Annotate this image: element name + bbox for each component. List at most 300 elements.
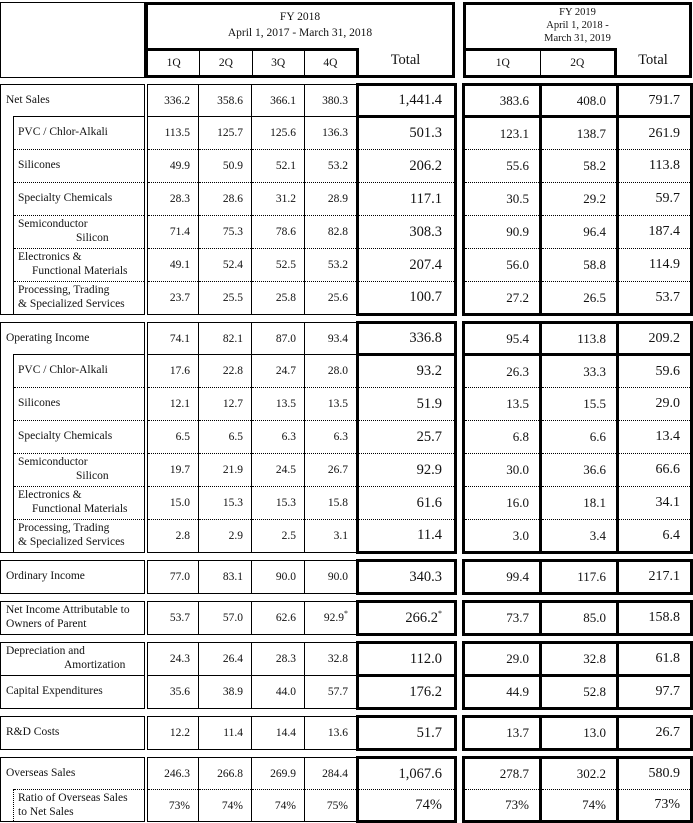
cell-value: 93.2 — [358, 355, 456, 388]
cell-value: 217.1 — [618, 561, 692, 594]
cell-value: 38.9 — [199, 676, 252, 709]
column-gap — [456, 717, 464, 750]
row-label-text: Specialty Chemicals — [18, 430, 113, 443]
table-header — [0, 2, 692, 78]
table-row — [1, 355, 692, 388]
fy2019-subheader — [466, 48, 689, 75]
column-gap — [456, 355, 464, 388]
cell-value: 96.4 — [541, 216, 618, 249]
cell-value: 73% — [146, 790, 199, 822]
cell-value: 113.8 — [618, 150, 692, 183]
row-label — [14, 487, 146, 520]
row-label-text-line2: Amortization — [64, 659, 126, 671]
cell-value: 278.7 — [464, 758, 541, 790]
row-label — [14, 117, 146, 150]
row-label-text: Electronics & — [18, 251, 82, 264]
column-gap — [456, 643, 464, 676]
cell-value: 207.4 — [358, 249, 456, 282]
cell-value: 2.5 — [252, 520, 305, 553]
column-gap — [456, 454, 464, 487]
cell-value: 12.7 — [199, 388, 252, 421]
cell-value: 33.3 — [541, 355, 618, 388]
row-label-text: R&D Costs — [6, 726, 60, 739]
table-row — [1, 249, 692, 282]
cell-value: 791.7 — [618, 85, 692, 117]
cell-value: 90.9 — [464, 216, 541, 249]
cell-value: 74% — [358, 790, 456, 822]
cell-value: 266.8 — [199, 758, 252, 790]
fy2019-header-group — [463, 2, 692, 78]
table-row — [1, 388, 692, 421]
section-table — [0, 559, 693, 595]
cell-value: 26.5 — [541, 282, 618, 315]
cell-value: 74.1 — [146, 323, 199, 355]
cell-value: 269.9 — [252, 758, 305, 790]
table-row — [1, 643, 692, 676]
cell-value: 15.3 — [199, 487, 252, 520]
cell-value: 62.6 — [252, 602, 305, 635]
cell-value: 28.3 — [146, 183, 199, 216]
cell-value: 15.3 — [252, 487, 305, 520]
cell-value: 383.6 — [464, 85, 541, 117]
cell-value: 336.8 — [358, 323, 456, 355]
cell-value: 30.0 — [464, 454, 541, 487]
cell-value: 87.0 — [252, 323, 305, 355]
column-header-2q: 2Q — [199, 51, 251, 75]
cell-value: 44.9 — [464, 676, 541, 709]
cell-value: 302.2 — [541, 758, 618, 790]
table-row — [1, 117, 692, 150]
cell-value: 13.0 — [541, 717, 618, 750]
cell-value: 187.4 — [618, 216, 692, 249]
table-row — [1, 602, 692, 635]
cell-value: 29.0 — [464, 643, 541, 676]
fy2018-title — [148, 5, 452, 48]
cell-value: 13.5 — [464, 388, 541, 421]
row-label — [14, 216, 146, 249]
financial-table-body — [0, 83, 692, 823]
row-label-text: Semiconductor — [18, 218, 88, 231]
cell-value: 340.3 — [358, 561, 456, 594]
fy2018-header-group — [145, 2, 455, 78]
cell-value: 6.4 — [618, 520, 692, 553]
cell-value: 31.2 — [252, 183, 305, 216]
row-label — [1, 602, 146, 635]
cell-value: 12.1 — [146, 388, 199, 421]
cell-value: 34.1 — [618, 487, 692, 520]
column-gap — [456, 487, 464, 520]
cell-value: 28.0 — [305, 355, 358, 388]
cell-value: 61.6 — [358, 487, 456, 520]
cell-value: 93.4 — [305, 323, 358, 355]
cell-value: 29.0 — [618, 388, 692, 421]
column-gap — [456, 388, 464, 421]
cell-value: 14.4 — [252, 717, 305, 750]
row-label-text-line2: & Specialized Services — [18, 298, 125, 310]
cell-value: 24.3 — [146, 643, 199, 676]
cell-value: 35.6 — [146, 676, 199, 709]
table-row — [1, 150, 692, 183]
cell-value: 57.7 — [305, 676, 358, 709]
cell-value: 125.6 — [252, 117, 305, 150]
header-gap — [455, 2, 463, 78]
cell-value: 61.8 — [618, 643, 692, 676]
cell-value: 13.6 — [305, 717, 358, 750]
row-label-text-line2: & Specialized Services — [18, 536, 125, 548]
column-gap — [456, 676, 464, 709]
cell-value: 53.2 — [305, 150, 358, 183]
cell-value: 36.6 — [541, 454, 618, 487]
footnote-star: * — [438, 608, 442, 618]
footnote-star: * — [344, 609, 348, 619]
cell-value: 73% — [618, 790, 692, 822]
cell-value: 15.8 — [305, 487, 358, 520]
column-gap — [456, 323, 464, 355]
cell-value: 53.2 — [305, 249, 358, 282]
fy2019-subtitle-line1: April 1, 2018 - — [546, 19, 609, 31]
cell-value: 59.7 — [618, 183, 692, 216]
table-row — [1, 520, 692, 553]
fy2018-subheader — [148, 48, 452, 75]
cell-value: 32.8 — [305, 643, 358, 676]
fy2019-title — [466, 5, 689, 48]
cell-value: 83.1 — [199, 561, 252, 594]
cell-value: 29.2 — [541, 183, 618, 216]
column-gap — [456, 249, 464, 282]
cell-value: 55.6 — [464, 150, 541, 183]
cell-value: 21.9 — [199, 454, 252, 487]
cell-value: 1,067.6 — [358, 758, 456, 790]
table-row — [1, 790, 692, 822]
cell-value: 158.8 — [618, 602, 692, 635]
row-label — [1, 643, 146, 676]
cell-value: 117.6 — [541, 561, 618, 594]
cell-value: 28.9 — [305, 183, 358, 216]
cell-value: 501.3 — [358, 117, 456, 150]
row-label — [14, 183, 146, 216]
column-header-1q: 1Q — [166, 57, 181, 69]
cell-value: 58.2 — [541, 150, 618, 183]
cell-value: 30.5 — [464, 183, 541, 216]
cell-value: 11.4 — [199, 717, 252, 750]
row-label — [14, 454, 146, 487]
row-label-text: Capital Expenditures — [6, 685, 103, 698]
cell-value: 13.4 — [618, 421, 692, 454]
row-label-text-line2: Silicon — [76, 232, 109, 244]
column-gap — [456, 790, 464, 822]
cell-value: 74% — [252, 790, 305, 822]
row-indent — [1, 421, 14, 454]
cell-value: 117.1 — [358, 183, 456, 216]
row-label — [14, 520, 146, 553]
cell-value: 358.6 — [199, 85, 252, 117]
cell-value: 52.5 — [252, 249, 305, 282]
cell-value: 25.7 — [358, 421, 456, 454]
cell-value: 73% — [464, 790, 541, 822]
cell-value: 90.0 — [305, 561, 358, 594]
row-indent — [1, 183, 14, 216]
cell-value: 51.9 — [358, 388, 456, 421]
table-row — [1, 561, 692, 594]
column-gap — [456, 117, 464, 150]
row-indent — [1, 520, 14, 553]
cell-value: 17.6 — [146, 355, 199, 388]
table-row — [1, 421, 692, 454]
cell-value: 136.3 — [305, 117, 358, 150]
cell-value: 209.2 — [618, 323, 692, 355]
cell-value: 336.2 — [146, 85, 199, 117]
cell-value: 73.7 — [464, 602, 541, 635]
cell-value-footnoted: 92.9* — [305, 602, 358, 635]
row-label-text: Semiconductor — [18, 456, 88, 469]
cell-value: 50.9 — [199, 150, 252, 183]
cell-value: 49.1 — [146, 249, 199, 282]
table-row — [1, 85, 692, 117]
row-indent — [1, 487, 14, 520]
row-label-text: Specialty Chemicals — [18, 192, 113, 205]
cell-value: 49.9 — [146, 150, 199, 183]
cell-value: 56.0 — [464, 249, 541, 282]
cell-value: 82.8 — [305, 216, 358, 249]
cell-value: 77.0 — [146, 561, 199, 594]
cell-value: 123.1 — [464, 117, 541, 150]
header-empty-cell — [0, 2, 145, 78]
table-row — [1, 183, 692, 216]
cell-value: 26.3 — [464, 355, 541, 388]
row-label-text: Ratio of Overseas Sales — [18, 791, 128, 804]
row-indent — [1, 282, 14, 315]
cell-value: 284.4 — [305, 758, 358, 790]
table-row — [1, 676, 692, 709]
row-label-text-line2: Silicon — [76, 470, 109, 482]
row-label-text-line2: Functional Materials — [32, 265, 128, 277]
row-label — [14, 421, 146, 454]
section-table — [0, 756, 693, 823]
cell-value: 97.7 — [618, 676, 692, 709]
cell-value: 22.8 — [199, 355, 252, 388]
section-table — [0, 83, 693, 316]
cell-value: 15.5 — [541, 388, 618, 421]
cell-value: 16.0 — [464, 487, 541, 520]
row-label-text: Electronics & — [18, 489, 82, 502]
cell-value: 52.8 — [541, 676, 618, 709]
cell-value: 26.7 — [305, 454, 358, 487]
column-header-fy2019-1q: 1Q — [495, 57, 510, 69]
row-label — [14, 388, 146, 421]
cell-value: 85.0 — [541, 602, 618, 635]
cell-value: 71.4 — [146, 216, 199, 249]
cell-value: 25.5 — [199, 282, 252, 315]
row-label-text: Net Sales — [6, 93, 50, 106]
row-indent — [1, 388, 14, 421]
cell-value: 6.3 — [252, 421, 305, 454]
row-indent — [1, 150, 14, 183]
fy2018-subtitle: April 1, 2017 - March 31, 2018 — [227, 26, 373, 39]
cell-value: 92.9 — [358, 454, 456, 487]
column-header-total-fy2019: Total — [638, 52, 668, 68]
row-indent — [1, 216, 14, 249]
cell-value: 28.6 — [199, 183, 252, 216]
column-header-fy2019-2q: 2Q — [540, 51, 615, 75]
cell-value: 25.6 — [305, 282, 358, 315]
cell-value: 90.0 — [252, 561, 305, 594]
column-header-total-fy2018: Total — [390, 52, 421, 68]
section-table — [0, 321, 693, 554]
cell-value: 12.2 — [146, 717, 199, 750]
cell-value: 113.8 — [541, 323, 618, 355]
cell-value: 100.7 — [358, 282, 456, 315]
cell-value: 23.7 — [146, 282, 199, 315]
row-indent — [1, 249, 14, 282]
row-label-text: Processing, Trading — [18, 522, 110, 535]
table-row — [1, 487, 692, 520]
row-label-text: Ordinary Income — [6, 570, 85, 583]
fy2018-title-line: FY 2018 — [279, 11, 321, 23]
fy2019-quarter-box — [466, 48, 617, 75]
row-label-text: Overseas Sales — [6, 766, 76, 779]
cell-value: 75% — [305, 790, 358, 822]
cell-value: 99.4 — [464, 561, 541, 594]
column-gap — [456, 216, 464, 249]
row-label — [14, 355, 146, 388]
cell-value: 52.1 — [252, 150, 305, 183]
table-row — [1, 717, 692, 750]
cell-value: 261.9 — [618, 117, 692, 150]
fy2018-quarter-box — [148, 48, 359, 75]
row-label-text: Processing, Trading — [18, 284, 110, 297]
cell-value: 2.8 — [146, 520, 199, 553]
fy2019-title-line: FY 2019 — [559, 7, 596, 18]
cell-value: 138.7 — [541, 117, 618, 150]
cell-value: 15.0 — [146, 487, 199, 520]
column-header-3q: 3Q — [252, 51, 304, 75]
cell-value: 580.9 — [618, 758, 692, 790]
cell-value: 1,441.4 — [358, 85, 456, 117]
cell-value: 125.7 — [199, 117, 252, 150]
row-label-text: Silicones — [18, 159, 61, 172]
column-gap — [456, 183, 464, 216]
cell-value: 3.0 — [464, 520, 541, 553]
column-gap — [456, 561, 464, 594]
cell-value: 13.7 — [464, 717, 541, 750]
cell-value: 11.4 — [358, 520, 456, 553]
cell-value: 408.0 — [541, 85, 618, 117]
row-label — [1, 676, 146, 709]
cell-value: 74% — [199, 790, 252, 822]
row-label-text: Operating Income — [6, 331, 90, 344]
row-label — [1, 323, 146, 355]
cell-value: 26.4 — [199, 643, 252, 676]
row-label — [14, 150, 146, 183]
row-label — [1, 85, 146, 117]
cell-value: 13.5 — [252, 388, 305, 421]
cell-value: 206.2 — [358, 150, 456, 183]
row-label — [1, 758, 146, 790]
cell-value: 24.7 — [252, 355, 305, 388]
row-label — [14, 249, 146, 282]
cell-value: 246.3 — [146, 758, 199, 790]
column-gap — [456, 85, 464, 117]
row-indent — [1, 790, 14, 822]
column-gap — [456, 520, 464, 553]
column-gap — [456, 282, 464, 315]
cell-value: 75.3 — [199, 216, 252, 249]
row-label — [1, 717, 146, 750]
cell-value: 308.3 — [358, 216, 456, 249]
cell-value: 366.1 — [252, 85, 305, 117]
cell-value: 25.8 — [252, 282, 305, 315]
row-label-text: PVC / Chlor-Alkali — [18, 126, 108, 139]
row-label-text: Depreciation and — [6, 645, 85, 658]
row-indent — [1, 117, 14, 150]
row-indent — [1, 454, 14, 487]
cell-value: 66.6 — [618, 454, 692, 487]
cell-value: 6.5 — [199, 421, 252, 454]
row-label-text-line2: Functional Materials — [32, 503, 128, 515]
section-table — [0, 641, 693, 710]
cell-value: 53.7 — [146, 602, 199, 635]
row-label-text: Silicones — [18, 397, 61, 410]
cell-value: 51.7 — [358, 717, 456, 750]
cell-value: 44.0 — [252, 676, 305, 709]
cell-value: 32.8 — [541, 643, 618, 676]
row-label — [14, 282, 146, 315]
row-label-text-line2: Owners of Parent — [6, 618, 87, 630]
table-row — [1, 454, 692, 487]
cell-value: 3.4 — [541, 520, 618, 553]
cell-value-footnoted: 266.2* — [358, 602, 456, 635]
table-row — [1, 282, 692, 315]
cell-value: 26.7 — [618, 717, 692, 750]
column-gap — [456, 421, 464, 454]
cell-value: 78.6 — [252, 216, 305, 249]
cell-value: 59.6 — [618, 355, 692, 388]
cell-value: 112.0 — [358, 643, 456, 676]
cell-value: 58.8 — [541, 249, 618, 282]
row-label — [14, 790, 146, 822]
cell-value: 3.1 — [305, 520, 358, 553]
fy2019-subtitle-line2: March 31, 2019 — [544, 32, 611, 44]
cell-value: 6.5 — [146, 421, 199, 454]
cell-value: 95.4 — [464, 323, 541, 355]
row-indent — [1, 355, 14, 388]
cell-value: 13.5 — [305, 388, 358, 421]
row-label-text-line2: to Net Sales — [18, 805, 74, 818]
column-header-4q: 4Q — [304, 51, 356, 75]
cell-value: 19.7 — [146, 454, 199, 487]
cell-value: 24.5 — [252, 454, 305, 487]
column-gap — [456, 758, 464, 790]
cell-value: 18.1 — [541, 487, 618, 520]
table-row — [1, 323, 692, 355]
row-label-text: PVC / Chlor-Alkali — [18, 364, 108, 377]
section-table — [0, 715, 693, 751]
cell-value: 52.4 — [199, 249, 252, 282]
cell-value: 57.0 — [199, 602, 252, 635]
cell-value: 82.1 — [199, 323, 252, 355]
cell-value: 6.3 — [305, 421, 358, 454]
table-row — [1, 216, 692, 249]
cell-value: 28.3 — [252, 643, 305, 676]
cell-value: 2.9 — [199, 520, 252, 553]
column-gap — [456, 602, 464, 635]
section-table — [0, 600, 693, 636]
row-label — [1, 561, 146, 594]
cell-value: 6.6 — [541, 421, 618, 454]
cell-value: 176.2 — [358, 676, 456, 709]
cell-value: 6.8 — [464, 421, 541, 454]
cell-value: 27.2 — [464, 282, 541, 315]
